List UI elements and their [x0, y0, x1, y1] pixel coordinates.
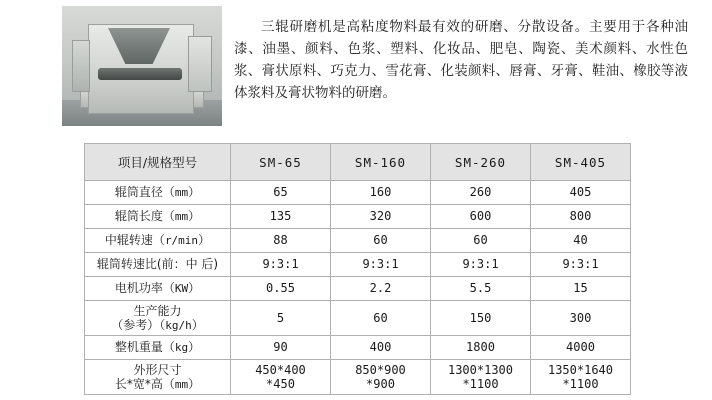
label-tail: ） [198, 233, 211, 247]
row-label-machine-weight [85, 336, 231, 360]
machine-left-arm [72, 40, 90, 92]
cell-value [431, 360, 531, 395]
label-text: 电机功率（ [114, 281, 175, 295]
cell-value: 5 [231, 301, 331, 336]
label-line2 [87, 318, 228, 333]
cell-value: 9:3:1 [331, 253, 431, 277]
table-row [85, 301, 631, 336]
label-text2: 长*宽*高（ [114, 376, 175, 391]
cell-value: 1800 [431, 336, 531, 360]
table-header-item: 项目/规格型号 [85, 144, 231, 181]
cell-value: 60 [331, 301, 431, 336]
top-section [0, 0, 712, 126]
label-unit: mm [174, 210, 189, 223]
table-header-row [85, 144, 631, 181]
row-label-center-roller-speed [85, 229, 231, 253]
table-row [85, 360, 631, 395]
cell-value: 400 [331, 336, 431, 360]
table-row [85, 277, 631, 301]
table-row [85, 229, 631, 253]
cell-value: 88 [231, 229, 331, 253]
label-unit: KW [174, 282, 189, 295]
row-label-capacity [85, 301, 231, 336]
cell-value: 60 [431, 229, 531, 253]
cell-value: 320 [331, 205, 431, 229]
cell-line1: 1350*1640 [547, 363, 614, 377]
row-label-dimensions [85, 360, 231, 395]
table-row [85, 205, 631, 229]
label-unit: kg [174, 341, 189, 354]
label-tail: ） [188, 209, 201, 223]
cell-line1: 1300*1300 [447, 363, 514, 377]
table-row [85, 181, 631, 205]
row-label-roller-diameter [85, 181, 231, 205]
table-header-model-sm405: SM-405 [531, 144, 631, 181]
label-tail: ） [188, 185, 201, 199]
cell-value: 90 [231, 336, 331, 360]
label-unit: r/min [164, 234, 199, 247]
table-row [85, 253, 631, 277]
spec-table-container [84, 143, 630, 395]
label-text: 中辊转速（ [104, 233, 165, 247]
row-label-roller-length [85, 205, 231, 229]
cell-value: 160 [331, 181, 431, 205]
cell-line1: 850*900 [355, 363, 406, 377]
cell-line1: 450*400 [255, 363, 306, 377]
cell-line2: *900 [366, 377, 395, 391]
cell-value: 405 [531, 181, 631, 205]
cell-value: 800 [531, 205, 631, 229]
table-row [85, 336, 631, 360]
cell-line2: *1100 [562, 377, 599, 391]
cell-value: 40 [531, 229, 631, 253]
specification-table [84, 143, 631, 395]
label-tail: ） [188, 281, 201, 295]
machine-rollers [98, 68, 182, 80]
cell-value: 15 [531, 277, 631, 301]
cell-value: 65 [231, 181, 331, 205]
cell-value: 60 [331, 229, 431, 253]
product-description: 三辊研磨机是高粘度物料最有效的研磨、分散设备。主要用于各种油漆、油墨、颜料、色浆、塑料、化妆品、肥皂、陶瓷、美术颜料、水性色浆、膏状原料、巧克力、雪花膏、化装颜料、唇膏、牙膏、鞋油、橡胶等液体浆料及膏状物料的研磨。 [234, 19, 688, 101]
cell-value: 260 [431, 181, 531, 205]
label-unit: kg/h [165, 318, 192, 332]
label-text: 辊筒长度（ [114, 209, 175, 223]
cell-value: 9:3:1 [231, 253, 331, 277]
label-line2 [87, 377, 228, 392]
cell-value: 4000 [531, 336, 631, 360]
cell-value: 2.2 [331, 277, 431, 301]
label-unit: mm [174, 186, 189, 199]
machine-control-panel [188, 36, 212, 92]
cell-value [331, 360, 431, 395]
cell-value [531, 360, 631, 395]
table-header-model-sm65: SM-65 [231, 144, 331, 181]
product-photo-container [0, 6, 222, 126]
cell-value: 135 [231, 205, 331, 229]
label-unit: mm [174, 377, 189, 391]
label-text: 辊筒直径（ [114, 185, 175, 199]
row-label-roller-speed-ratio: 辊筒转速比(前：中 后) [85, 253, 231, 277]
label-text2: （参考）（ [111, 317, 166, 332]
label-tail: ） [188, 376, 201, 391]
cell-value: 9:3:1 [531, 253, 631, 277]
cell-value: 300 [531, 301, 631, 336]
table-header-model-sm260: SM-260 [431, 144, 531, 181]
label-tail: ） [191, 317, 204, 332]
cell-value: 9:3:1 [431, 253, 531, 277]
cell-value: 5.5 [431, 277, 531, 301]
table-header-model-sm160: SM-160 [331, 144, 431, 181]
label-line1: 生产能力 [133, 303, 182, 318]
label-line1: 外形尺寸 [133, 362, 182, 377]
label-text: 整机重量（ [114, 340, 175, 354]
cell-line2: *450 [266, 377, 295, 391]
cell-value: 600 [431, 205, 531, 229]
three-roll-mill-photo [62, 6, 222, 126]
cell-value: 150 [431, 301, 531, 336]
row-label-motor-power [85, 277, 231, 301]
cell-line2: *1100 [462, 377, 499, 391]
cell-value: 0.55 [231, 277, 331, 301]
label-tail: ） [188, 340, 201, 354]
cell-value [231, 360, 331, 395]
